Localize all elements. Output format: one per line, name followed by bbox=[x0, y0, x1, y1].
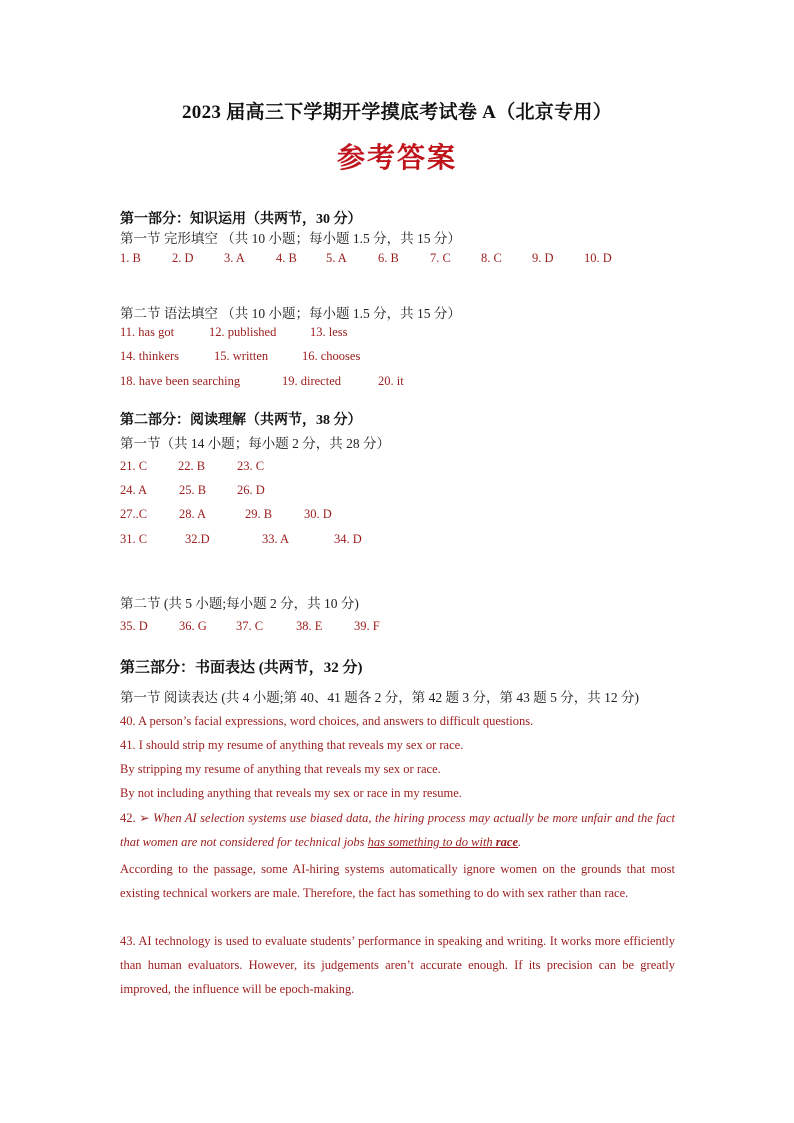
answer-item: 14. thinkers bbox=[120, 349, 180, 363]
answer-42 bbox=[120, 806, 675, 854]
answer-item: 18. have been searching bbox=[120, 374, 241, 388]
answer-42-underlined-text: has something to do with bbox=[367, 835, 493, 849]
answer-41-line2: By stripping my resume of anything that reveals my sex or race. bbox=[120, 762, 441, 776]
answer-item: 20. it bbox=[378, 374, 404, 388]
answer-item: 32.D bbox=[185, 532, 210, 546]
answer-42-period: . bbox=[518, 835, 522, 849]
answer-item: 33. A bbox=[262, 532, 290, 546]
answer-item: 16. chooses bbox=[302, 349, 361, 363]
part2-sec1-row bbox=[120, 457, 264, 475]
answer-item: 26. D bbox=[237, 483, 265, 497]
part1-sec2-row bbox=[120, 372, 404, 390]
answer-item: 6. B bbox=[378, 251, 399, 265]
answer-item: 21. C bbox=[120, 459, 148, 473]
part2-sec2-heading: 第二节 (共 5 小题;每小题 2 分，共 10 分) bbox=[120, 596, 359, 611]
answer-item: 24. A bbox=[120, 483, 148, 497]
answer-item: 29. B bbox=[245, 507, 273, 521]
answer-item: 23. C bbox=[237, 459, 265, 473]
answer-42-explanation: According to the passage, some AI-hiring systems automatically ignore women on the grounds that most existing technical workers are male. Therefore, the fact has something to do with sex rather than race. bbox=[120, 862, 675, 900]
part2-heading: 第二部分：阅读理解（共两节，38 分） bbox=[120, 413, 362, 428]
answer-item: 11. has got bbox=[120, 325, 175, 339]
answer-item: 10. D bbox=[584, 251, 612, 265]
answer-item: 25. B bbox=[179, 483, 207, 497]
part1-sec2-heading: 第二节 语法填空 （共 10 小题；每小题 1.5 分，共 15 分） bbox=[120, 306, 461, 321]
answer-43: 43. AI technology is used to evaluate students’ performance in speaking and writing. It works more efficiently than human evaluators. However, its judgements aren’t accurate enough. If its precision can be greatly improved, the influence will be epoch-making. bbox=[120, 934, 675, 996]
answer-item: 35. D bbox=[120, 619, 148, 633]
part1-sec2-row bbox=[120, 323, 348, 341]
answer-42-number: 42. bbox=[120, 811, 136, 825]
answer-item: 2. D bbox=[172, 251, 194, 265]
answer-41-line1: 41. I should strip my resume of anything that reveals my sex or race. bbox=[120, 738, 464, 752]
answer-item: 3. A bbox=[224, 251, 245, 265]
part2-sec2-answers bbox=[120, 617, 380, 635]
answer-item: 1. B bbox=[120, 251, 141, 265]
answer-item: 4. B bbox=[276, 251, 297, 265]
answer-item: 8. C bbox=[481, 251, 502, 265]
answer-40: 40. A person’s facial expressions, word choices, and answers to difficult questions. bbox=[120, 714, 534, 728]
arrow-icon: ➢ bbox=[139, 811, 150, 825]
answer-item: 28. A bbox=[179, 507, 207, 521]
part2-sec1-row bbox=[120, 530, 362, 548]
answer-item: 15. written bbox=[214, 349, 269, 363]
part2-sec1-row bbox=[120, 505, 332, 523]
answer-item: 9. D bbox=[532, 251, 554, 265]
answer-item: 37. C bbox=[236, 619, 264, 633]
answer-item: 27..C bbox=[120, 507, 148, 521]
answer-item: 5. A bbox=[326, 251, 347, 265]
part1-sec1-heading: 第一节 完形填空 （共 10 小题；每小题 1.5 分，共 15 分） bbox=[120, 231, 461, 246]
answer-item: 38. E bbox=[296, 619, 323, 633]
answer-42-italic-text: When AI selection systems use biased data, the hiring process may actually be more unfair and the fact that women are not considered for technical jobs bbox=[120, 811, 676, 849]
answer-42-bold-word: race bbox=[495, 835, 519, 849]
part2-sec1-heading: 第一节（共 14 小题；每小题 2 分，共 28 分） bbox=[120, 436, 390, 451]
answer-item: 19. directed bbox=[282, 374, 342, 388]
page-subtitle: 参考答案 bbox=[336, 143, 457, 174]
answer-item: 12. published bbox=[209, 325, 277, 339]
answer-41-line3: By not including anything that reveals my sex or race in my resume. bbox=[120, 786, 462, 800]
part3-sec1-heading: 第一节 阅读表达 (共 4 小题;第 40、41 题各 2 分，第 42 题 3 分，第 43 题 5 分，共 12 分) bbox=[120, 690, 639, 705]
answer-item: 30. D bbox=[304, 507, 332, 521]
answer-item: 34. D bbox=[334, 532, 362, 546]
part1-sec2-row bbox=[120, 347, 360, 365]
answer-item: 13. less bbox=[310, 325, 348, 339]
answer-item: 39. F bbox=[354, 619, 380, 633]
answer-item: 36. G bbox=[179, 619, 207, 633]
page-title: 2023 届高三下学期开学摸底考试卷 A（北京专用） bbox=[181, 102, 613, 123]
answer-item: 7. C bbox=[430, 251, 451, 265]
part1-heading: 第一部分：知识运用（共两节，30 分） bbox=[120, 212, 362, 227]
part2-sec1-row bbox=[120, 481, 265, 499]
answer-item: 31. C bbox=[120, 532, 148, 546]
part1-sec1-answers bbox=[120, 249, 612, 267]
part3-heading: 第三部分：书面表达 (共两节，32 分) bbox=[120, 660, 363, 676]
answer-item: 22. B bbox=[178, 459, 206, 473]
answer-42-underlined bbox=[368, 835, 518, 849]
